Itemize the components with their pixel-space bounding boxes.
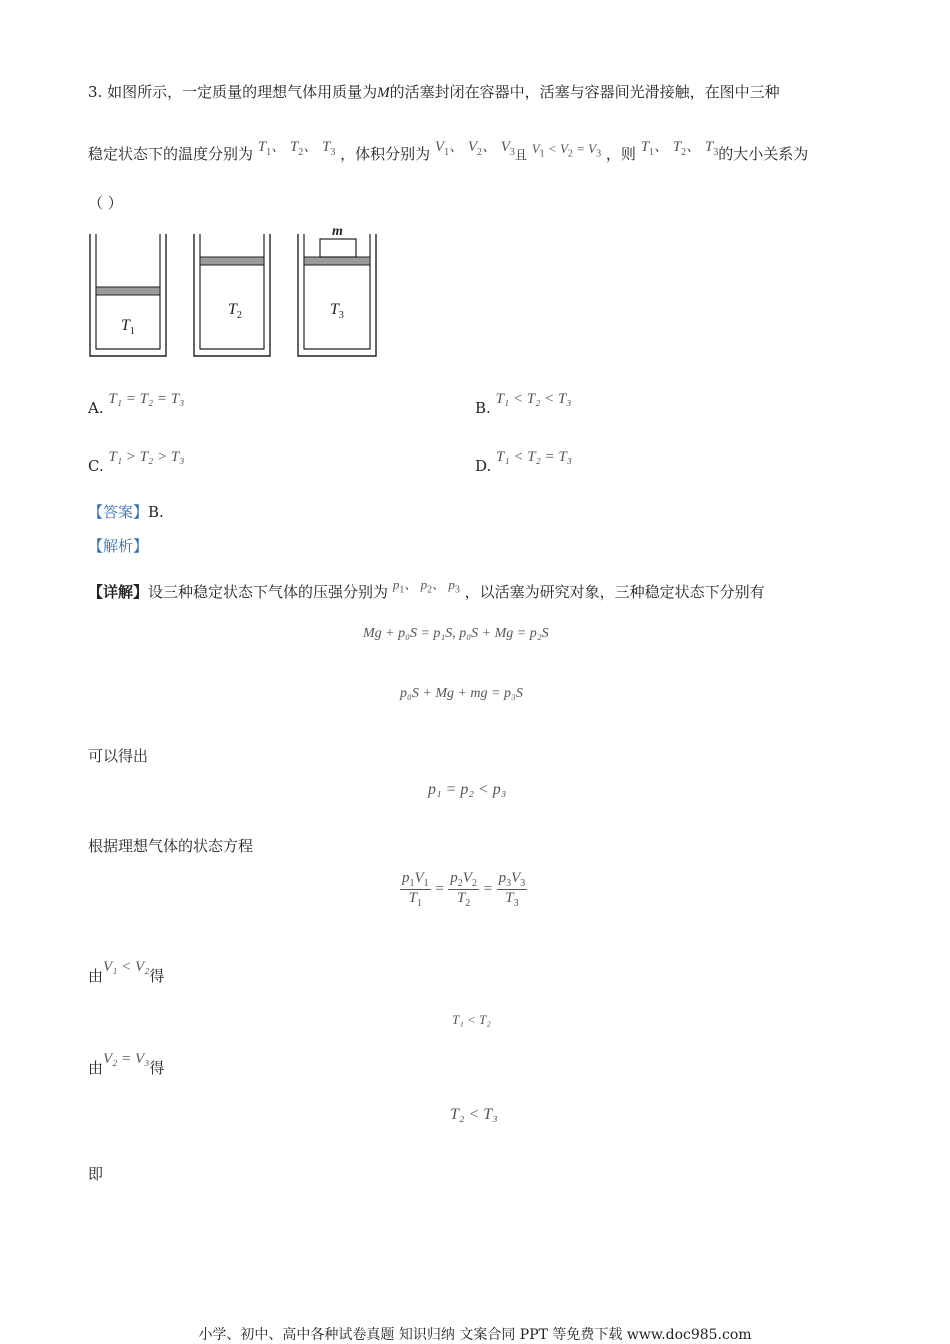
equation-2: p₀S + Mg + mg = p₃S	[400, 686, 523, 701]
from-line-1	[88, 959, 165, 987]
label-t3: $T_3$	[330, 301, 344, 321]
equation-3: p₁ = p₂ < p₃	[428, 781, 507, 798]
option-expr: T₁ < T₂ < T₃	[495, 391, 572, 407]
pressure-symbols: $p_1$、 $p_2$、 $p_3$	[392, 577, 460, 596]
analysis-tag: 【解析】	[88, 537, 149, 555]
option-b[interactable]	[475, 391, 572, 419]
mass-label: m	[332, 226, 343, 239]
option-letter: A.	[88, 399, 104, 417]
question-text-part: 稳定状态下的温度分别为	[88, 145, 254, 163]
question-text-part: ，则	[605, 145, 636, 163]
from-text: 得	[149, 967, 165, 985]
mass-variable: M	[377, 85, 390, 101]
option-expr: T₁ = T₂ = T₃	[108, 391, 185, 407]
question-text-part: ，体积分别为	[340, 145, 431, 163]
equation-5: T₁ < T₂	[452, 1012, 491, 1027]
question-text-part: 3. 如图所示，一定质量的理想气体用质量为	[88, 83, 378, 101]
equation-6: T₂ < T₃	[450, 1106, 498, 1123]
label-t1: $T_1$	[121, 317, 135, 337]
option-a[interactable]	[88, 391, 185, 419]
detail-tag: 【详解】	[88, 583, 149, 601]
detail-text: ，以活塞为研究对象，三种稳定状态下分别有	[464, 583, 765, 601]
label-t2: $T_2$	[228, 301, 242, 321]
question-line-2	[88, 139, 809, 171]
question-text-part: 的活塞封闭在容器中，活塞与容器间光滑接触，在图中三种	[389, 83, 780, 101]
container-figure	[88, 226, 388, 361]
question-line-1	[88, 82, 780, 103]
answer-value: B.	[148, 503, 164, 521]
option-letter: D.	[475, 457, 492, 475]
condition-expr: V₁ < V₂	[103, 959, 150, 975]
option-letter: B.	[475, 399, 491, 417]
volume-condition: $V_1 < V_2 = V_3$	[531, 141, 602, 160]
from-text: 得	[149, 1059, 165, 1077]
condition-expr: V₂ = V₃	[103, 1051, 150, 1067]
question-text-part: 的大小关系为	[718, 145, 809, 163]
piston-3	[304, 257, 370, 265]
answer-line	[88, 502, 164, 522]
option-c[interactable]	[88, 449, 185, 477]
option-expr: T₁ > T₂ > T₃	[108, 449, 185, 465]
mass-block	[320, 239, 356, 257]
piston-2	[200, 257, 264, 265]
equation-4: $\frac{p_1V_1}{T_1}$ = $\frac{p_2V_2}{T_2}$ = $\frac{p_3V_3}{T_3}$	[402, 870, 526, 909]
analysis-line	[88, 536, 148, 556]
from-text: 由	[88, 1059, 104, 1077]
page-footer: 小学、初中、高中各种试卷真题 知识归纳 文案合同 PPT 等免费下载 www.doc985.com	[198, 1327, 752, 1343]
answer-blank: （ ）	[88, 194, 123, 212]
container-1	[90, 234, 166, 356]
option-letter: C.	[88, 457, 104, 475]
state-equation-text: 根据理想气体的状态方程	[88, 837, 254, 855]
detail-line	[88, 577, 765, 609]
from-line-2	[88, 1051, 165, 1079]
volume-symbols: $V_1$、 $V_2$、 $V_3$	[434, 139, 515, 158]
from-text: 由	[88, 967, 104, 985]
equation-1: Mg + p₀S = p₁S, p₀S + Mg = p₂S	[363, 626, 549, 641]
piston-1	[96, 287, 160, 295]
container-3	[298, 234, 376, 356]
final-text: 即	[88, 1165, 104, 1183]
question-text-part: 且	[514, 148, 527, 162]
temperature-symbols: $T_1$、 $T_2$、 $T_3$	[257, 139, 336, 158]
option-d[interactable]	[475, 449, 572, 477]
answer-tag: 【答案】	[88, 503, 149, 521]
container-2	[194, 234, 270, 356]
detail-text: 设三种稳定状态下气体的压强分别为	[148, 583, 389, 601]
conclusion-text: 可以得出	[88, 747, 149, 765]
option-expr: T₁ < T₂ = T₃	[496, 449, 572, 465]
temperature-symbols-2: $T_1$、 $T_2$、 $T_3$	[640, 139, 719, 158]
